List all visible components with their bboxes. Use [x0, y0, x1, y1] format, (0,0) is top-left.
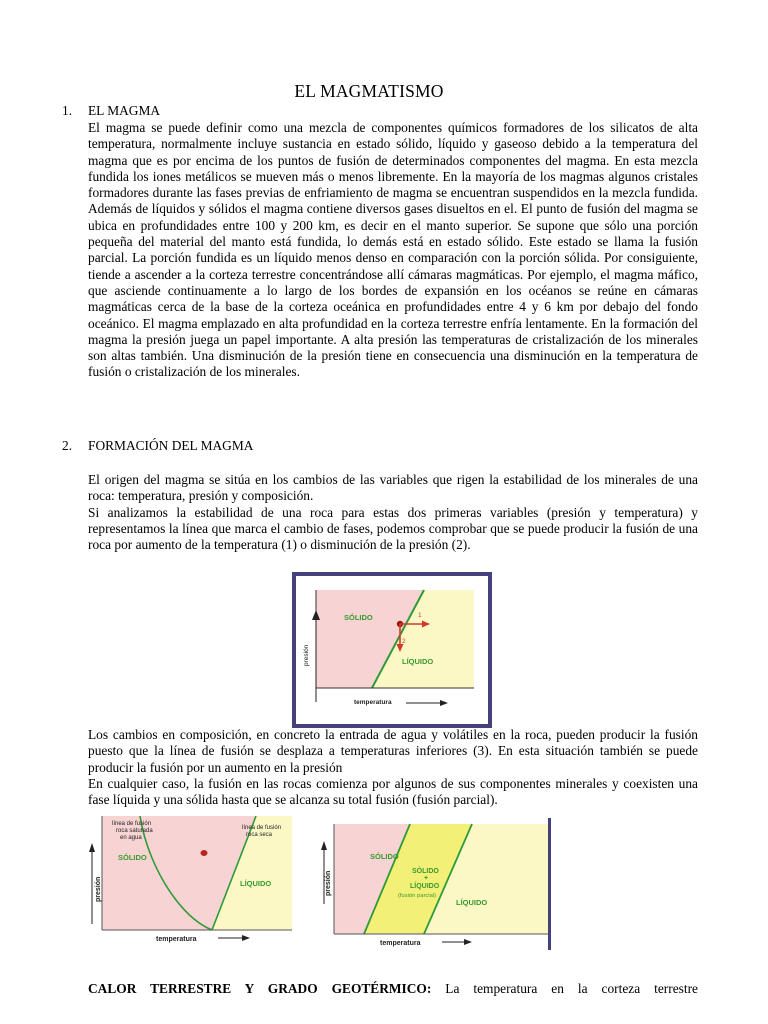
dry-line-label-2: roca seca [246, 832, 273, 838]
y-axis-label: presión [325, 870, 332, 896]
partial-solid-label: SÓLIDO [412, 868, 439, 875]
paragraph-origin: El origen del magma se sitúa en los cambios de las variables que rigen la estabilidad de los minerales de una roca: temperatura, presión y composición. [88, 472, 698, 504]
paragraph-composition: Los cambios en composición, en concreto la entrada de agua y volátiles en la roca, pueden producir la fusión puesto que la línea de fusión se desplaza a temperaturas inferiores (3). En esta situación también se puede producir la fusión por un aumento en la presión [88, 727, 698, 775]
wet-line-label-1: línea de fusión [112, 821, 152, 827]
temperature-arrow-head [464, 939, 472, 945]
wet-line-label-3: en agua [120, 835, 142, 841]
phase-diagram-figure-1 [292, 572, 492, 728]
pressure-arrow-head [89, 843, 95, 852]
section-2-number: 2. [62, 438, 73, 453]
wet-line-label-2: roca saturada [116, 828, 153, 834]
next-section-heading: CALOR TERRESTRE Y GRADO GEOTÉRMICO: [88, 981, 432, 996]
x-axis-label: temperatura [380, 940, 421, 947]
section-2-body-top [88, 472, 698, 553]
partial-plus-label: + [424, 875, 429, 882]
solid-label: SÓLIDO [344, 613, 373, 622]
arrow-1-label: 1 [418, 612, 422, 619]
arrow-2-label: 2 [402, 638, 406, 645]
x-axis-label: temperatura [156, 936, 197, 943]
paragraph-partial-melting: En cualquier caso, la fusión en las rocas comienza por algunos de sus componentes minerales y coexisten una fase líquida y una sólida hasta que se alcanza su total fusión (fusión parcial). [88, 775, 698, 808]
liquid-label: LÍQUIDO [402, 657, 434, 666]
figure-divider [548, 818, 551, 950]
section-2-body-bottom [88, 727, 698, 808]
partial-liquid-label: LÍQUIDO [410, 883, 440, 890]
liquid-label: LÍQUIDO [456, 898, 488, 907]
x-axis-label: temperatura [354, 699, 392, 706]
page-title: EL MAGMATISMO [294, 81, 444, 101]
section-1-heading: EL MAGMA [88, 103, 161, 118]
solid-label: SÓLIDO [118, 853, 147, 862]
pressure-arrow-head [321, 841, 327, 850]
rock-state-point [201, 850, 208, 856]
partial-melt-caption: (fusión parcial) [398, 893, 437, 899]
dry-line-label-1: línea de fusión [242, 825, 282, 831]
temperature-arrow-head [242, 935, 250, 941]
section-2-heading: FORMACIÓN DEL MAGMA [88, 438, 254, 453]
y-axis-label: presión [303, 644, 310, 666]
next-section-text: La temperatura en la corteza terrestre [431, 981, 698, 996]
section-1-paragraph: El magma se puede definir como una mezcla de componentes químicos formadores de los silicatos de alta temperatura, normalmente incluye sustancia en estado sólido, líquido y gaseoso debido a la temperatura del magma que es por encima de los puntos de fusión de determinados componentes del magma. En esta mezcla fundida los iones metálicos se mueven más o menos libremente. En la mayoría de los magmas algunos cristales formadores durante las fases previas de enfriamiento de magma se encuentran suspendidos en la mezcla fundida. Además de líquidos y sólidos el magma contiene diversos gases disueltos en el. El punto de fusión del magma se ubica en profundidades entre 100 y 200 km, es decir en el manto superior. Se supone que sólo una porción pequeña del material del manto está fundida, lo demás está en estado sólido. Este estado se llama la fusión parcial. La porción fundida es un líquido menos denso en comparación con la porción sólida. Por consiguiente, tiende a ascender a la corteza terrestre concentrándose allí cámaras magmáticas. Por ejemplo, el magma máfico, que asciende continuamente a lo largo de los bordes de expansión en los océanos se reúne en cámaras magmáticas cerca de la base de la corteza oceánica en profundidades entre 4 y 6 km por debajo del fondo oceánico. El magma emplazado en alta profundidad en la corteza terrestre enfría lentamente. En la formación del magma la presión juega un papel importante. A alta presión las temperaturas de cristalización de los minerales son altas también. Una disminución de la presión tiene en consecuencia una disminución en la temperatura de fusión o cristalización de los minerales. [88, 120, 698, 380]
paragraph-stability: Si analizamos la estabilidad de una roca para estas dos primeras variables (presión y temperatura) y representamos la línea que marca el cambio de fases, podemos comprobar que se puede producir la fusión de una roca por aumento de la temperatura (1) o disminución de la presión (2). [88, 504, 698, 553]
next-section-intro [88, 981, 698, 997]
phase-diagram-figure-2 [86, 812, 296, 948]
phase-diagram-figure-3 [316, 818, 556, 950]
liquid-label: LÍQUIDO [240, 879, 272, 888]
section-1-number: 1. [62, 103, 73, 118]
y-axis-label: presión [95, 876, 102, 902]
solid-label: SÓLIDO [370, 852, 399, 861]
